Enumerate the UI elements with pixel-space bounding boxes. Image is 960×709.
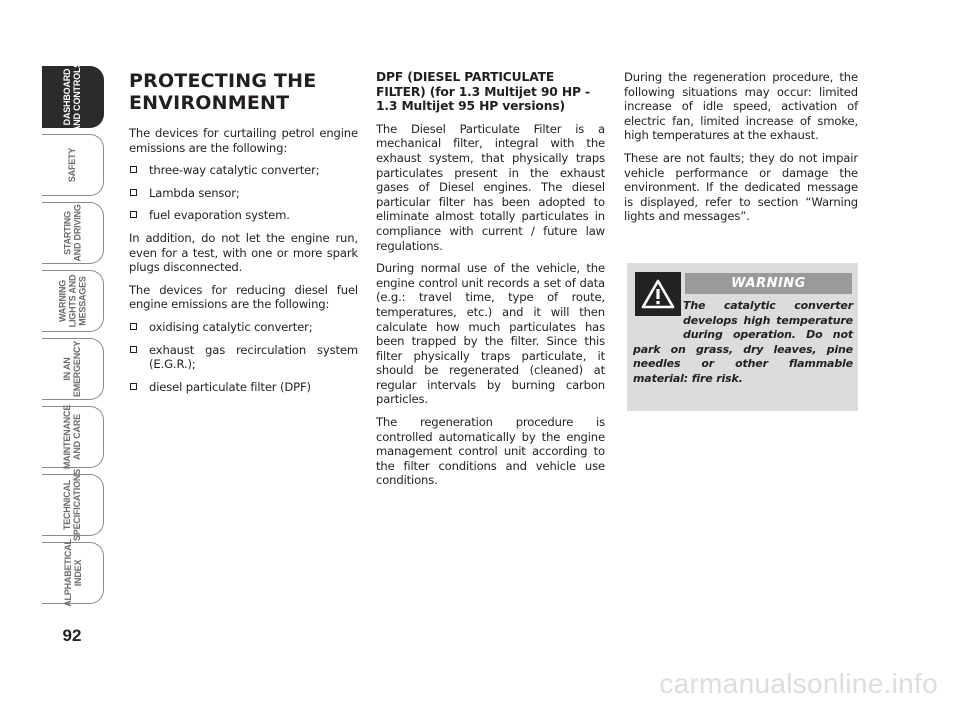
- paragraph: During normal use of the vehicle, the engine control unit records a set of data (e.g.: travel time, type of route, temperatures, etc.) and it will then calculate how much particulates has been trapped by the filter. Since this filter physically traps particulate, it should be regenerated (cleaned) at regular intervals by burning carbon particles.: [376, 261, 605, 407]
- paragraph: During the regeneration procedure, the following situations may occur: limited increase of idle speed, activation of electric fan, limited increase of smoke, high temperatures at the exhaust.: [624, 70, 858, 143]
- warning-box: [627, 263, 858, 411]
- list-item: diesel particulate filter (DPF): [129, 380, 358, 395]
- list-item: oxidising catalytic converter;: [129, 320, 358, 335]
- tab-label: MAINTENANCE AND CARE: [62, 404, 83, 470]
- tab-label: STARTING AND DRIVING: [62, 204, 83, 262]
- tab-label: ALPHABETICAL INDEX: [62, 539, 83, 607]
- tab-maintenance-and-care[interactable]: [42, 406, 104, 468]
- petrol-devices-list: [129, 163, 358, 223]
- tab-dashboard-and-controls[interactable]: [42, 61, 104, 133]
- list-item: Lambda sensor;: [129, 186, 358, 201]
- paragraph: These are not faults; they do not impair vehicle performance or damage the environment. If the dedicated message is displayed, refer to section “Warning lights and messages”.: [624, 150, 858, 224]
- paragraph: The devices for curtailing petrol engine emissions are the following:: [129, 126, 358, 155]
- tab-label: IN AN EMERGENCY: [62, 340, 83, 398]
- tab-technical-specifications[interactable]: [42, 468, 104, 542]
- paragraph: In addition, do not let the engine run, even for a test, with one or more spark plugs disconnected.: [129, 230, 358, 275]
- diesel-devices-list: [129, 320, 358, 394]
- site-watermark: carmanualsonline.info: [659, 668, 938, 699]
- tab-label: TECHNICAL SPECIFICATIONS: [62, 468, 83, 542]
- list-item: three-way catalytic converter;: [129, 163, 358, 178]
- warning-text: [633, 299, 853, 386]
- tab-safety[interactable]: [42, 134, 104, 196]
- column-dpf: [376, 70, 605, 496]
- tab-starting-and-driving[interactable]: [42, 202, 104, 264]
- paragraph: The regeneration procedure is controlled automatically by the engine management control unit according to the filter conditions and vehicle use conditions.: [376, 415, 605, 488]
- column-regeneration: [624, 70, 858, 232]
- warning-text-content: The catalytic converter develops high temperature during operation. Do not park on grass, dry leaves, pine needles or other flammable material: fire risk.: [633, 299, 853, 385]
- warning-title: WARNING: [731, 276, 806, 291]
- section-title: PROTECTING THE ENVIRONMENT: [129, 70, 317, 114]
- section-subtitle: DPF (DIESEL PARTICULATE FILTER) (for 1.3 Multijet 90 HP - 1.3 Multijet 95 HP versions): [376, 70, 590, 114]
- tab-in-an-emergency[interactable]: [42, 338, 104, 400]
- tab-label: WARNING LIGHTS AND MESSAGES: [57, 274, 88, 328]
- list-item: fuel evaporation system.: [129, 208, 358, 223]
- tab-label: SAFETY: [67, 147, 78, 183]
- paragraph: The Diesel Particulate Filter is a mechanical filter, integral with the exhaust system, that physically traps particulates present in the exhaust gases of Diesel engines. The diesel particular filter has been adopted to eliminate almost totally particulates in compliance with current / future law regulations.: [376, 121, 605, 253]
- tab-warning-lights-and-messages[interactable]: [42, 270, 104, 332]
- column-environment: [129, 70, 358, 402]
- tab-label: DASHBOARD AND CONTROLS: [62, 61, 83, 133]
- warning-title-bar: [685, 273, 852, 294]
- list-item: exhaust gas recirculation system (E.G.R.);: [129, 343, 358, 372]
- tab-alphabetical-index[interactable]: [42, 539, 104, 607]
- page-number: 92: [62, 626, 82, 645]
- paragraph: The devices for reducing diesel fuel engine emissions are the following:: [129, 282, 358, 312]
